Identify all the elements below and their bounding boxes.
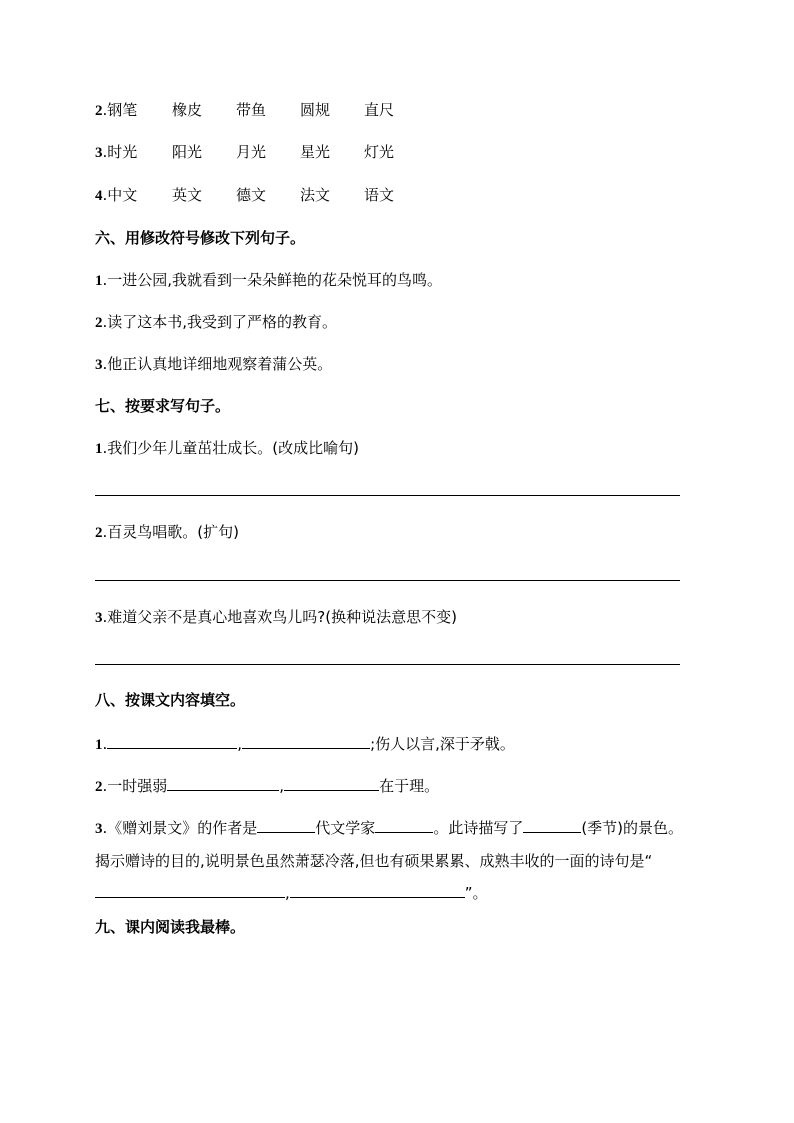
item-number: 3 <box>95 821 103 837</box>
fill-blank[interactable] <box>242 733 370 749</box>
section-7-item-1: 1.我们少年儿童茁壮成长。(改成比喻句) <box>95 439 359 457</box>
section-6-item-1: 1.一进公园,我就看到一朵朵鲜艳的花朵悦耳的鸟鸣。 <box>95 271 443 289</box>
section-6-item-2: 2.读了这本书,我受到了严格的教育。 <box>95 313 338 331</box>
text-part: 《赠刘景文》的作者是 <box>107 819 258 837</box>
sentence: 读了这本书,我受到了严格的教育。 <box>107 313 338 331</box>
word: 时光 <box>107 143 138 161</box>
section-8-item-1: 1. , ;伤人以言,深于矛戟。 <box>95 735 515 753</box>
text-part: (季节)的景色。揭示赠诗的目的,说明景色虽然萧瑟冷落,但也有硕果累累、成熟丰收的一面的诗句是“ <box>95 819 684 870</box>
word: 德文 <box>236 186 267 204</box>
fill-blank[interactable] <box>375 817 433 833</box>
section-7-title: 七、按要求写句子。 <box>95 397 231 415</box>
item-number: 1 <box>95 441 103 457</box>
sentence-tail: ;伤人以言,深于矛戟。 <box>370 735 515 753</box>
word: 中文 <box>107 186 138 204</box>
section-9-title: 九、课内阅读我最棒。 <box>95 918 246 936</box>
sentence: 一进公园,我就看到一朵朵鲜艳的花朵悦耳的鸟鸣。 <box>107 271 443 289</box>
item-number: 2 <box>95 315 103 331</box>
fill-blank[interactable] <box>290 882 465 898</box>
sentence-tail: 在于理。 <box>379 777 440 795</box>
word: 橡皮 <box>172 101 203 119</box>
text-part: ”。 <box>464 884 488 902</box>
separator: , <box>285 884 290 902</box>
item-number: 3 <box>95 145 103 161</box>
sentence: 百灵鸟唱歌。(扩句) <box>107 523 239 541</box>
sentence: 我们少年儿童茁壮成长。(改成比喻句) <box>107 439 359 457</box>
item-number: 1 <box>95 737 103 753</box>
word: 星光 <box>300 143 331 161</box>
word: 钢笔 <box>107 101 138 119</box>
fill-blank[interactable] <box>107 733 237 749</box>
section-7-item-2: 2.百灵鸟唱歌。(扩句) <box>95 523 239 541</box>
answer-line[interactable] <box>95 664 680 665</box>
item-number: 3 <box>95 357 103 373</box>
answer-line[interactable] <box>95 580 680 581</box>
fill-blank[interactable] <box>257 817 315 833</box>
section-8-item-2: 2.一时强弱 , 在于理。 <box>95 777 440 795</box>
section-6-item-3: 3.他正认真地详细地观察着蒲公英。 <box>95 355 333 373</box>
item-number: 2 <box>95 103 103 119</box>
item-number: 2 <box>95 779 103 795</box>
section-7-item-3: 3.难道父亲不是真心地喜欢鸟儿吗?(换种说法意思不变) <box>95 608 457 626</box>
word: 直尺 <box>364 101 395 119</box>
sentence: 难道父亲不是真心地喜欢鸟儿吗?(换种说法意思不变) <box>107 608 457 626</box>
sentence: 他正认真地详细地观察着蒲公英。 <box>107 355 333 373</box>
fill-blank[interactable] <box>95 882 285 898</box>
word: 阳光 <box>172 143 203 161</box>
word: 带鱼 <box>236 101 267 119</box>
fill-blank[interactable] <box>523 817 581 833</box>
text-part: 代文学家 <box>315 819 376 837</box>
separator: , <box>279 777 285 795</box>
section-6-title: 六、用修改符号修改下列句子。 <box>95 229 306 247</box>
word: 语文 <box>364 186 395 204</box>
section-8-item-3: 3.《赠刘景文》的作者是 代文学家 。此诗描写了 (季节)的景色。揭示赠诗的目的,说明景色虽然萧瑟冷落,但也有硕果累累、成熟丰收的一面的诗句是“, ”。 <box>95 819 684 902</box>
fill-blank[interactable] <box>284 775 379 791</box>
separator: , <box>237 735 243 753</box>
item-number: 1 <box>95 273 103 289</box>
item-number: 2 <box>95 525 103 541</box>
section-8-title: 八、按课文内容填空。 <box>95 691 246 709</box>
item-number: 4 <box>95 188 103 204</box>
word: 月光 <box>236 143 267 161</box>
sentence-head: 一时强弱 <box>107 777 168 795</box>
text-part: 。此诗描写了 <box>433 819 524 837</box>
item-number: 3 <box>95 610 103 626</box>
word: 英文 <box>172 186 203 204</box>
word: 灯光 <box>364 143 395 161</box>
answer-line[interactable] <box>95 495 680 496</box>
word: 圆规 <box>300 101 331 119</box>
fill-blank[interactable] <box>167 775 279 791</box>
word: 法文 <box>300 186 331 204</box>
